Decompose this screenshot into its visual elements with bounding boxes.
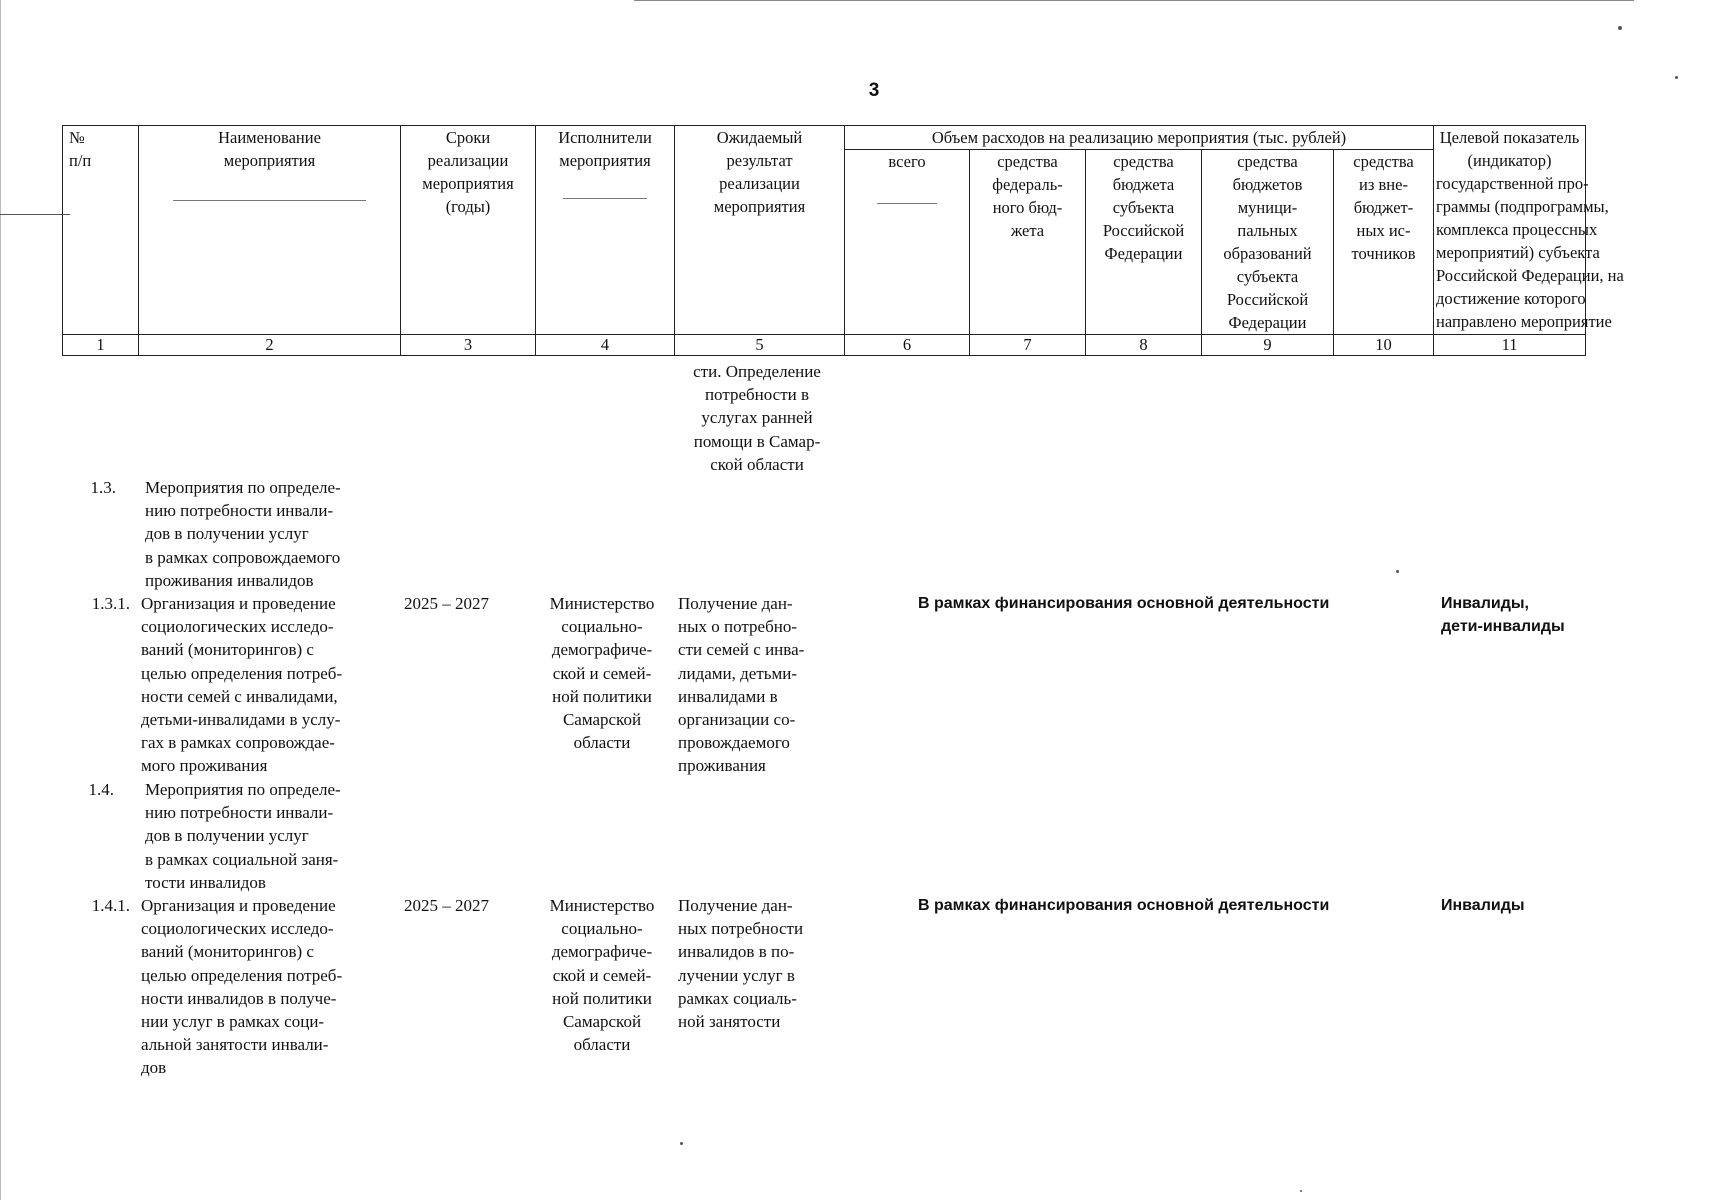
column-number: 6 bbox=[845, 335, 970, 356]
column-number: 7 bbox=[970, 335, 1086, 356]
row-1-3-1-name: Организация и проведение социологических исследо- ваний (мониторингов) с целью определения потреб- ности семей с инвалидами, детьми-инвалидами в услу- гах в рамках сопровождае- мого проживания bbox=[141, 594, 343, 776]
header-col-result: Ожидаемый результат реализации мероприятия bbox=[675, 126, 845, 335]
scan-speck bbox=[680, 1142, 683, 1145]
row-1-3-1-financing: В рамках финансирования основной деятельности bbox=[918, 595, 1330, 612]
header-col-federal: средства федераль- ного бюд- жета bbox=[970, 150, 1086, 335]
row-1-3-1-years: 2025 – 2027 bbox=[404, 594, 489, 613]
continuation-result: сти. Определение потребности в услугах ранней помощи в Самар- ской области bbox=[693, 362, 821, 474]
column-number: 11 bbox=[1434, 335, 1586, 356]
header-col-number: № п/п bbox=[63, 126, 139, 335]
row-1-4-number: 1.4. bbox=[88, 780, 114, 799]
row-1-3-name: Мероприятия по определе- нию потребности инвали- дов в получении услуг в рамках сопровождаемого проживания инвалидов bbox=[145, 478, 341, 590]
header-col-regional: средства бюджета субъекта Российской Федерации bbox=[1086, 150, 1202, 335]
scan-left-line bbox=[0, 0, 1, 1200]
header-col-extrabudget: средства из вне- бюджет- ных ис- точников bbox=[1334, 150, 1434, 335]
row-1-4-1-years: 2025 – 2027 bbox=[404, 896, 489, 915]
header-col-total: всего bbox=[845, 150, 970, 335]
scan-speck bbox=[1300, 1190, 1302, 1192]
row-1-3-number: 1.3. bbox=[90, 478, 116, 497]
scan-top-line bbox=[634, 0, 1634, 1]
row-1-4-1-executor: Министерство социально- демографиче- ской и семей- ной политики Самарской области bbox=[549, 896, 655, 1055]
row-1-4-1-number: 1.4.1. bbox=[91, 896, 130, 915]
header-expenses-group: Объем расходов на реализацию мероприятия (тыс. рублей) bbox=[845, 126, 1434, 150]
row-1-4-name: Мероприятия по определе- нию потребности инвали- дов в получении услуг в рамках социальной заня- тости инвалидов bbox=[145, 780, 341, 892]
header-col-name: Наименование мероприятия bbox=[139, 126, 401, 335]
column-number: 4 bbox=[536, 335, 675, 356]
scan-speck bbox=[1675, 76, 1678, 79]
row-1-4-1-financing: В рамках финансирования основной деятельности bbox=[918, 897, 1330, 914]
row-1-4-1-result: Получение дан- ных потребности инвалидов в по- лучении услуг в рамках социаль- ной занятости bbox=[678, 896, 804, 1032]
header-col-terms: Сроки реализации мероприятия (годы) bbox=[401, 126, 536, 335]
column-number: 3 bbox=[401, 335, 536, 356]
header-column-numbers bbox=[63, 335, 1586, 356]
scan-margin-mark bbox=[0, 214, 70, 215]
row-1-3-1-indicator: Инвалиды, дети-инвалиды bbox=[1441, 595, 1565, 636]
column-number: 5 bbox=[675, 335, 845, 356]
header-col-indicator: Целевой показатель (индикатор) государственной про- граммы (подпрограммы, комплекса процессных мероприятий) субъекта Российской Федерации, на достижение которого направлено мероприятие bbox=[1434, 126, 1586, 335]
page-number: 3 bbox=[868, 80, 880, 101]
scan-speck bbox=[1396, 570, 1399, 573]
row-1-3-1-executor: Министерство социально- демографиче- ской и семей- ной политики Самарской области bbox=[549, 594, 655, 753]
header-col-municipal: средства бюджетов муници- пальных образований субъекта Российской Федерации bbox=[1202, 150, 1334, 335]
row-1-4-1-indicator: Инвалиды bbox=[1441, 897, 1525, 914]
column-number: 8 bbox=[1086, 335, 1202, 356]
row-1-4-1-name: Организация и проведение социологических исследо- ваний (мониторингов) с целью определения потреб- ности инвалидов в получе- нии услуг в рамках соци- альной занятости инвали- дов bbox=[141, 896, 343, 1078]
column-number: 10 bbox=[1334, 335, 1434, 356]
column-number: 9 bbox=[1202, 335, 1334, 356]
header-col-executors: Исполнители мероприятия bbox=[536, 126, 675, 335]
header-table bbox=[62, 125, 1624, 356]
scan-speck bbox=[1618, 26, 1622, 30]
row-1-3-1-result: Получение дан- ных о потребно- сти семей с инва- лидами, детьми- инвалидами в организации со- провождаемого проживания bbox=[678, 594, 805, 776]
column-number: 1 bbox=[63, 335, 139, 356]
row-1-3-1-number: 1.3.1. bbox=[91, 594, 130, 613]
column-number: 2 bbox=[139, 335, 401, 356]
